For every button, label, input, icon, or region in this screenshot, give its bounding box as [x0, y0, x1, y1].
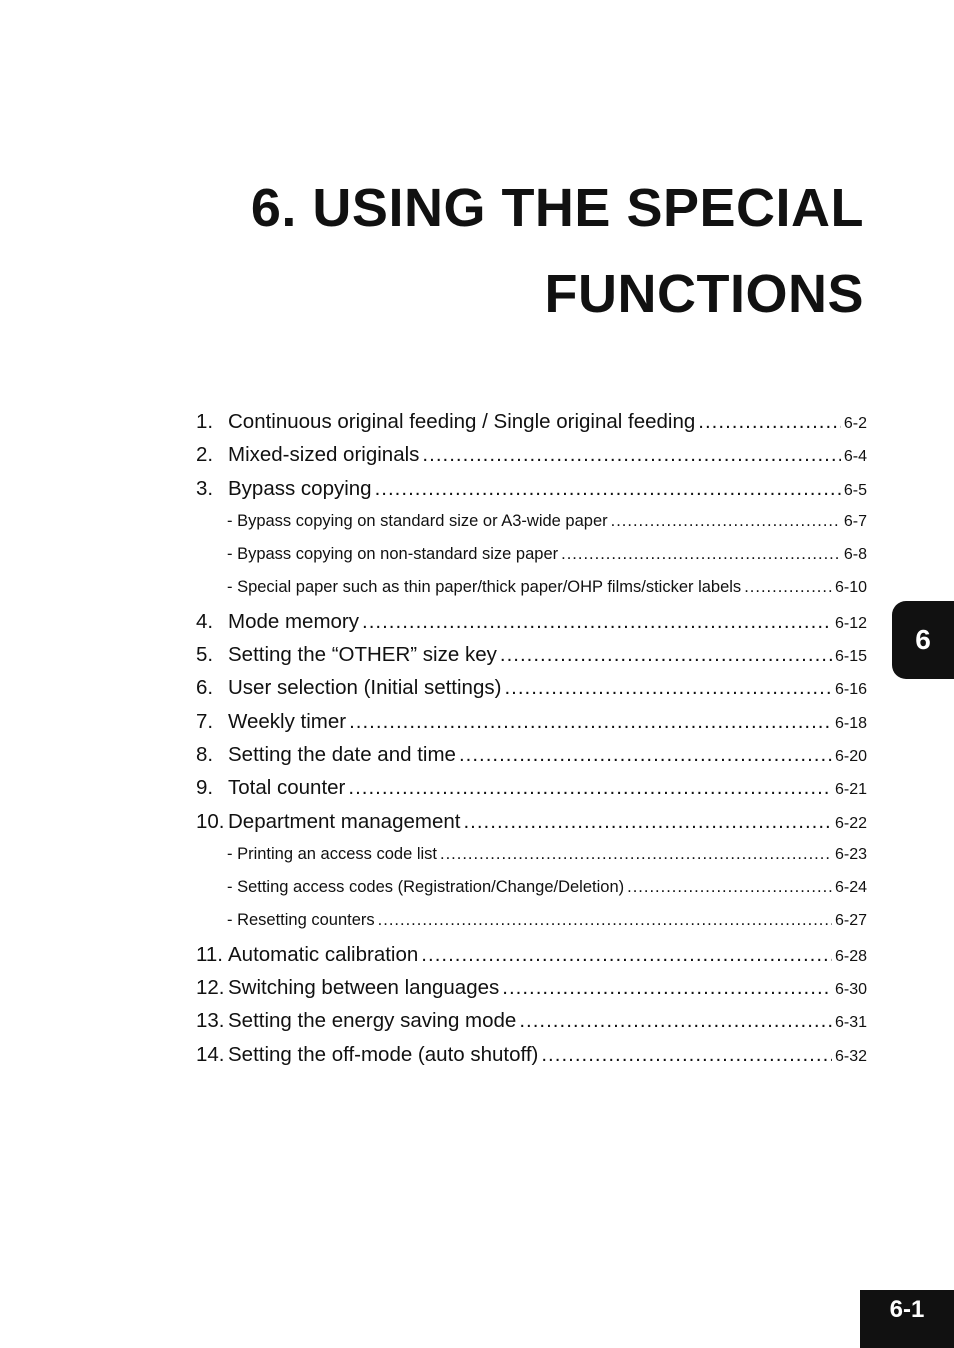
toc-subentry[interactable]: [196, 538, 867, 571]
toc-entry[interactable]: [196, 638, 867, 671]
toc-entry-number: 3.: [196, 476, 214, 500]
toc-entry-number: 14.: [196, 1042, 225, 1066]
toc-leader-dots: [459, 738, 832, 771]
chapter-title: [164, 165, 864, 337]
toc-entry-label: Department management: [228, 809, 461, 833]
toc-entry-page: 6-23: [834, 845, 867, 863]
toc-entry-number: 7.: [196, 709, 214, 733]
toc-entry-label: Setting the date and time: [228, 742, 456, 766]
toc-entry-label: Setting the off-mode (auto shutoff): [228, 1042, 539, 1066]
toc-entry-number: 4.: [196, 609, 214, 633]
toc-entry-number: 1.: [196, 410, 214, 433]
toc-leader-dots: [519, 1004, 832, 1037]
toc-leader-dots: [362, 605, 832, 638]
toc-leader-dots: [378, 904, 832, 937]
toc-subentry[interactable]: [196, 871, 867, 904]
toc-entry-label: Mixed-sized originals: [228, 443, 420, 467]
toc-entry-number: 12.: [196, 976, 225, 1000]
toc-leader-dots: [561, 538, 841, 571]
toc-entry[interactable]: [196, 971, 867, 1004]
toc-entry-label: Bypass copying: [228, 476, 372, 500]
toc-entry-page: 6-12: [834, 614, 867, 632]
toc-entry-label: Weekly timer: [228, 709, 347, 733]
toc-entry-page: 6-21: [834, 781, 867, 799]
toc-entry-number: 8.: [196, 742, 214, 766]
toc-leader-dots: [502, 971, 832, 1004]
toc-entry-page: 6-4: [843, 448, 867, 466]
toc-entry-page: 6-8: [843, 546, 867, 564]
toc-leader-dots: [349, 705, 832, 738]
toc-entry-label: Mode memory: [228, 609, 360, 633]
page-number: 6-1: [860, 1290, 954, 1348]
toc-entry-number: 10.: [196, 809, 225, 833]
toc-entry-label: Setting the energy saving mode: [228, 1009, 517, 1033]
toc-leader-dots: [627, 871, 832, 904]
chapter-title-line-1: 6. USING THE SPECIAL: [250, 178, 864, 238]
toc-entry-label: User selection (Initial settings): [228, 676, 502, 700]
toc-entry-number: 2.: [196, 443, 214, 467]
toc-entry-page: 6-5: [843, 481, 867, 499]
toc-subentry[interactable]: [196, 505, 867, 538]
toc-entry[interactable]: [196, 805, 867, 838]
toc-entry-label: Automatic calibration: [228, 942, 419, 966]
toc-entry-label: Total counter: [228, 776, 346, 800]
toc-entry-number: 5.: [196, 643, 214, 667]
toc-leader-dots: [440, 838, 832, 871]
toc-entry-page: 6-7: [843, 512, 867, 530]
toc-entry[interactable]: [196, 605, 867, 638]
toc-leader-dots: [541, 1038, 832, 1071]
toc-leader-dots: [348, 771, 832, 804]
chapter-tab: 6: [892, 601, 954, 679]
toc-entry-label: - Bypass copying on standard size or A3-wide paper: [227, 511, 608, 530]
toc-entry[interactable]: [196, 438, 867, 471]
toc-entry-page: 6-22: [834, 814, 867, 832]
toc-entry-page: 6-20: [834, 747, 867, 765]
toc-entry-page: 6-27: [834, 912, 867, 930]
toc-leader-dots: [698, 405, 841, 438]
toc-leader-dots: [504, 671, 832, 704]
toc-leader-dots: [744, 571, 832, 604]
toc-entry-label: - Setting access codes (Registration/Change/Deletion): [227, 878, 625, 897]
toc-entry-page: 6-24: [834, 879, 867, 897]
toc-leader-dots: [463, 805, 832, 838]
toc-entry-label: Continuous original feeding / Single original feeding: [228, 410, 696, 433]
toc-entry-label: Switching between languages: [228, 976, 500, 1000]
toc-entry-label: - Bypass copying on non-standard size paper: [227, 545, 559, 564]
toc-entry-label: - Special paper such as thin paper/thick paper/OHP films/sticker labels: [227, 578, 742, 597]
toc-subentry[interactable]: [196, 571, 867, 604]
toc-entry[interactable]: [196, 671, 867, 704]
toc-entry-page: 6-31: [834, 1014, 867, 1032]
toc-entry[interactable]: [196, 771, 867, 804]
toc-leader-dots: [500, 638, 832, 671]
toc-entry-label: - Printing an access code list: [227, 844, 438, 863]
toc-leader-dots: [611, 505, 841, 538]
toc-entry[interactable]: [196, 1038, 867, 1071]
toc-leader-dots: [422, 438, 840, 471]
toc-subentry[interactable]: [196, 904, 867, 937]
toc-entry[interactable]: [196, 738, 867, 771]
toc-entry-number: 9.: [196, 776, 214, 800]
toc-entry-page: 6-10: [834, 579, 867, 597]
toc-entry-label: - Resetting counters: [227, 911, 375, 930]
toc-entry[interactable]: [196, 938, 867, 971]
toc-entry[interactable]: [196, 405, 867, 438]
toc-leader-dots: [375, 472, 841, 505]
toc-entry-page: 6-16: [834, 681, 867, 699]
table-of-contents: [196, 405, 867, 1071]
toc-entry[interactable]: [196, 1004, 867, 1037]
toc-entry[interactable]: [196, 472, 867, 505]
toc-entry-page: 6-15: [834, 648, 867, 666]
toc-entry-number: 13.: [196, 1009, 225, 1033]
toc-entry-page: 6-30: [834, 981, 867, 999]
toc-entry-label: Setting the “OTHER” size key: [228, 643, 497, 667]
toc-entry-page: 6-18: [834, 714, 867, 732]
toc-entry-page: 6-2: [843, 415, 867, 432]
chapter-title-line-2: FUNCTIONS: [544, 264, 864, 324]
toc-entry-number: 11.: [196, 942, 223, 966]
toc-entry-number: 6.: [196, 676, 214, 700]
toc-entry-page: 6-28: [834, 947, 867, 965]
toc-entry[interactable]: [196, 705, 867, 738]
toc-subentry[interactable]: [196, 838, 867, 871]
toc-entry-page: 6-32: [834, 1047, 867, 1065]
toc-leader-dots: [421, 938, 832, 971]
